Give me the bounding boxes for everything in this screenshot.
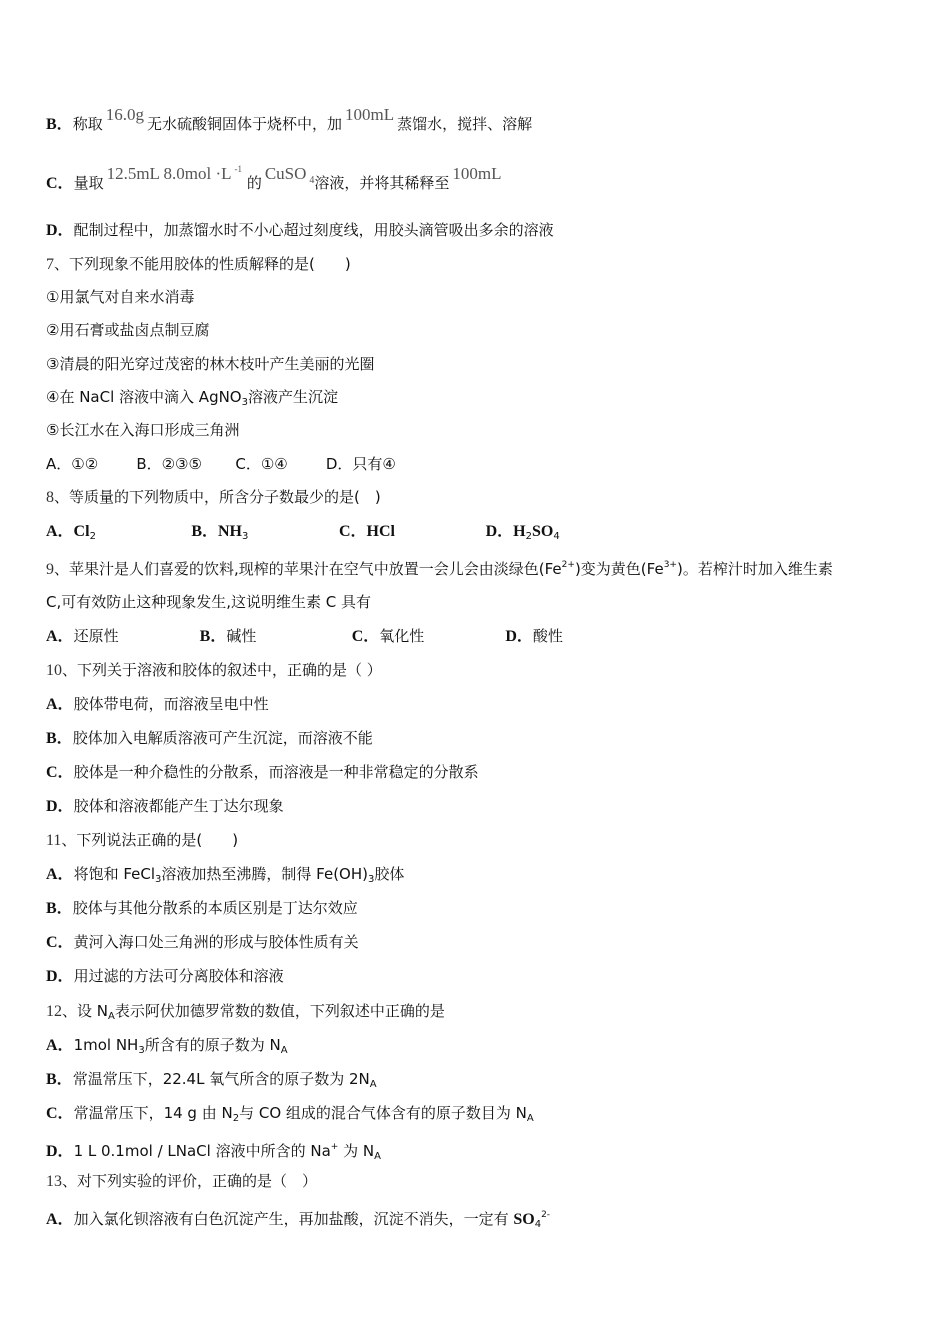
text-segment: A．Cl <box>46 523 90 540</box>
text-segment: 7 <box>46 256 54 273</box>
text-line <box>46 966 284 987</box>
text-line <box>46 1137 381 1167</box>
text-line <box>46 555 833 580</box>
text-segment: 1mol NH <box>73 1036 139 1054</box>
text-segment: 胶体与其他分散系的本质区别是丁达尔效应 <box>72 899 358 917</box>
text-segment: + <box>330 1142 339 1152</box>
text-segment: 1 L 0.1mol / LNaCl 溶液中所含的 Na <box>73 1142 331 1160</box>
text-segment: B． <box>199 628 227 645</box>
text-segment: 溶液，并将其稀释至 <box>314 174 450 192</box>
text-segment: 加入氯化钡溶液有白色沉淀产生，再加盐酸，沉淀不消失，一定有 <box>73 1210 514 1228</box>
text-segment: 与 CO 组成的混合气体含有的原子数目为 N <box>239 1104 527 1122</box>
text-segment: 3 <box>155 874 162 885</box>
text-segment <box>248 522 339 540</box>
text-segment <box>96 522 191 540</box>
text-segment: 常温常压下，22.4L 氧气所含的原子数为 2N <box>72 1070 370 1088</box>
text-segment: 碱性 <box>226 627 257 645</box>
text-segment: B．NH <box>191 523 242 540</box>
text-segment: 、下列现象不能用胶体的性质解释的是( ) <box>54 255 351 273</box>
text-segment: ①用氯气对自来水消毒 <box>46 288 195 306</box>
text-segment: A． <box>46 866 74 883</box>
text-segment: C．①④ <box>235 455 288 473</box>
text-segment: )变为黄色(Fe <box>574 560 664 578</box>
text-segment: 3+ <box>663 560 677 570</box>
text-segment: C． <box>46 764 74 781</box>
text-segment: D． <box>46 1143 74 1160</box>
formula-image-text: -1 <box>234 164 243 174</box>
text-segment: 黄河入海口处三角洲的形成与胶体性质有关 <box>73 933 359 951</box>
text-segment: A． <box>46 1211 74 1228</box>
text-segment: D． <box>505 628 533 645</box>
text-segment: A <box>526 1113 534 1124</box>
text-segment: 溶液加热至沸腾，制得 Fe(OH) <box>161 865 368 883</box>
text-segment: C． <box>351 628 380 645</box>
text-segment <box>98 455 136 473</box>
text-segment <box>424 627 505 645</box>
text-line <box>46 796 284 817</box>
text-segment: SO <box>531 523 554 540</box>
text-segment: D．H <box>485 523 526 540</box>
text-segment: C． <box>46 1105 74 1122</box>
text-segment: C．HCl <box>338 523 395 540</box>
text-segment <box>119 627 200 645</box>
text-line <box>46 1171 317 1192</box>
text-segment: 蒸馏水，搅拌、溶解 <box>397 115 533 133</box>
text-line <box>46 1205 550 1235</box>
text-segment <box>256 627 351 645</box>
text-line <box>46 220 554 241</box>
text-line <box>46 864 404 890</box>
text-segment: A． <box>46 628 74 645</box>
text-segment: 10 <box>46 662 62 679</box>
text-segment: 胶体加入电解质溶液可产生沉淀，而溶液不能 <box>72 729 373 747</box>
text-segment: D． <box>46 798 74 815</box>
text-segment: 、对下列实验的评价，正确的是（ ） <box>62 1172 318 1190</box>
text-segment: D． <box>46 222 74 239</box>
text-segment: A．①② <box>46 455 99 473</box>
text-line <box>46 354 374 374</box>
text-segment: 无水硫酸铜固体于烧杯中，加 <box>146 115 342 133</box>
text-line <box>46 420 239 440</box>
text-segment: 8 <box>46 489 54 506</box>
text-segment: A <box>280 1045 288 1056</box>
formula-image-text: CuSO <box>264 164 307 183</box>
text-segment: 溶液产生沉淀 <box>248 388 339 406</box>
text-line <box>46 287 194 307</box>
text-segment: B． <box>46 900 73 917</box>
text-segment: 配制过程中，加蒸馏水时不小心超过刻度线，用胶头滴管吸出多余的溶液 <box>73 221 554 239</box>
text-segment: ③清晨的阳光穿过茂密的林木枝叶产生美丽的光圈 <box>46 355 375 373</box>
text-line <box>46 762 479 783</box>
text-line <box>46 105 533 135</box>
text-segment <box>395 522 486 540</box>
text-segment: 的 <box>242 174 262 192</box>
text-segment: SO <box>513 1211 535 1228</box>
text-segment: 氧化性 <box>379 627 425 645</box>
text-segment: 3 <box>242 531 249 542</box>
text-line <box>46 898 358 919</box>
text-line <box>46 487 381 508</box>
text-segment: 9 <box>46 561 54 578</box>
text-line <box>46 387 338 413</box>
text-segment: D． <box>46 968 74 985</box>
text-segment: 称取 <box>72 115 103 133</box>
text-segment: 将饱和 FeCl <box>73 865 156 883</box>
text-segment: 胶体 <box>374 865 405 883</box>
text-segment: B． <box>46 116 73 133</box>
text-segment: A <box>374 1151 381 1162</box>
text-line <box>46 626 563 647</box>
text-segment: D．只有④ <box>325 455 396 473</box>
text-segment: 2 <box>89 531 96 542</box>
text-segment: 4 <box>553 531 560 542</box>
text-segment: 11 <box>46 832 62 849</box>
text-line <box>46 1069 377 1095</box>
text-segment: 还原性 <box>73 627 119 645</box>
text-line <box>46 592 371 612</box>
text-segment: 、下列关于溶液和胶体的叙述中，正确的是（ ） <box>62 661 382 679</box>
text-segment <box>288 455 326 473</box>
text-segment: B．②③⑤ <box>136 455 202 473</box>
text-line <box>46 164 505 196</box>
text-segment: 表示阿伏加德罗常数的数值，下列叙述中正确的是 <box>114 1002 445 1020</box>
text-segment: C． <box>46 934 74 951</box>
text-segment: A． <box>46 696 74 713</box>
text-segment: A． <box>46 1037 74 1054</box>
text-line <box>46 521 560 547</box>
text-segment: 4 <box>534 1219 542 1230</box>
text-segment: 13 <box>46 1173 62 1190</box>
text-segment: 3 <box>138 1045 145 1056</box>
text-segment: C． <box>46 175 74 192</box>
text-segment: 量取 <box>73 174 104 192</box>
text-segment: 3 <box>368 874 375 885</box>
text-segment: 2 <box>232 1113 240 1124</box>
text-segment: 、苹果汁是人们喜爱的饮料,现榨的苹果汁在空气中放置一会儿会由淡绿色(Fe <box>54 560 562 578</box>
text-segment: 酸性 <box>532 627 563 645</box>
text-segment: 、等质量的下列物质中，所含分子数最少的是( ) <box>54 488 381 506</box>
text-line <box>46 694 269 715</box>
text-segment: 胶体是一种介稳性的分散系，而溶液是一种非常稳定的分散系 <box>73 763 479 781</box>
text-line <box>46 830 238 851</box>
text-line <box>46 320 209 340</box>
formula-image-text: 100mL <box>344 105 395 124</box>
text-segment: 12 <box>46 1003 62 1020</box>
text-segment: 2+ <box>561 560 575 570</box>
text-segment: B． <box>46 730 73 747</box>
text-segment: 为 N <box>338 1142 375 1160</box>
text-segment: 、设 N <box>62 1002 108 1020</box>
text-segment: ②用石膏或盐卤点制豆腐 <box>46 321 210 339</box>
formula-image-text: 4 <box>309 175 315 186</box>
formula-image-text: 16.0g <box>105 105 144 124</box>
text-segment: A <box>369 1079 377 1090</box>
text-line <box>46 454 396 474</box>
text-line <box>46 660 382 681</box>
text-segment: 胶体和溶液都能产生丁达尔现象 <box>73 797 284 815</box>
text-segment: 所含有的原子数为 N <box>144 1036 281 1054</box>
formula-image-text: 100mL <box>452 164 502 183</box>
text-segment: 用过滤的方法可分离胶体和溶液 <box>73 967 284 985</box>
text-segment: )。若榨汁时加入维生素 <box>676 560 833 578</box>
text-line <box>46 1035 288 1061</box>
text-segment: 、下列说法正确的是( ) <box>61 831 239 849</box>
text-segment: 3 <box>241 397 248 408</box>
text-segment: 常温常压下，14 g 由 N <box>73 1104 233 1122</box>
text-line <box>46 932 359 953</box>
text-segment: A <box>108 1011 115 1022</box>
text-line <box>46 728 373 749</box>
text-line <box>46 1001 445 1027</box>
text-segment: ④在 NaCl 溶液中滴入 AgNO <box>46 388 242 406</box>
text-line <box>46 1103 534 1129</box>
text-segment: 2 <box>525 531 532 542</box>
text-segment <box>202 455 235 473</box>
text-line <box>46 254 351 275</box>
text-segment: 胶体带电荷，而溶液呈电中性 <box>73 695 269 713</box>
text-segment: 2- <box>541 1210 551 1220</box>
text-segment: ⑤长江水在入海口形成三角洲 <box>46 421 240 439</box>
formula-image-text: 12.5mL 8.0mol ·L <box>106 164 232 183</box>
text-segment: B． <box>46 1071 73 1088</box>
text-segment: C,可有效防止这种现象发生,这说明维生素 C 具有 <box>46 593 372 611</box>
